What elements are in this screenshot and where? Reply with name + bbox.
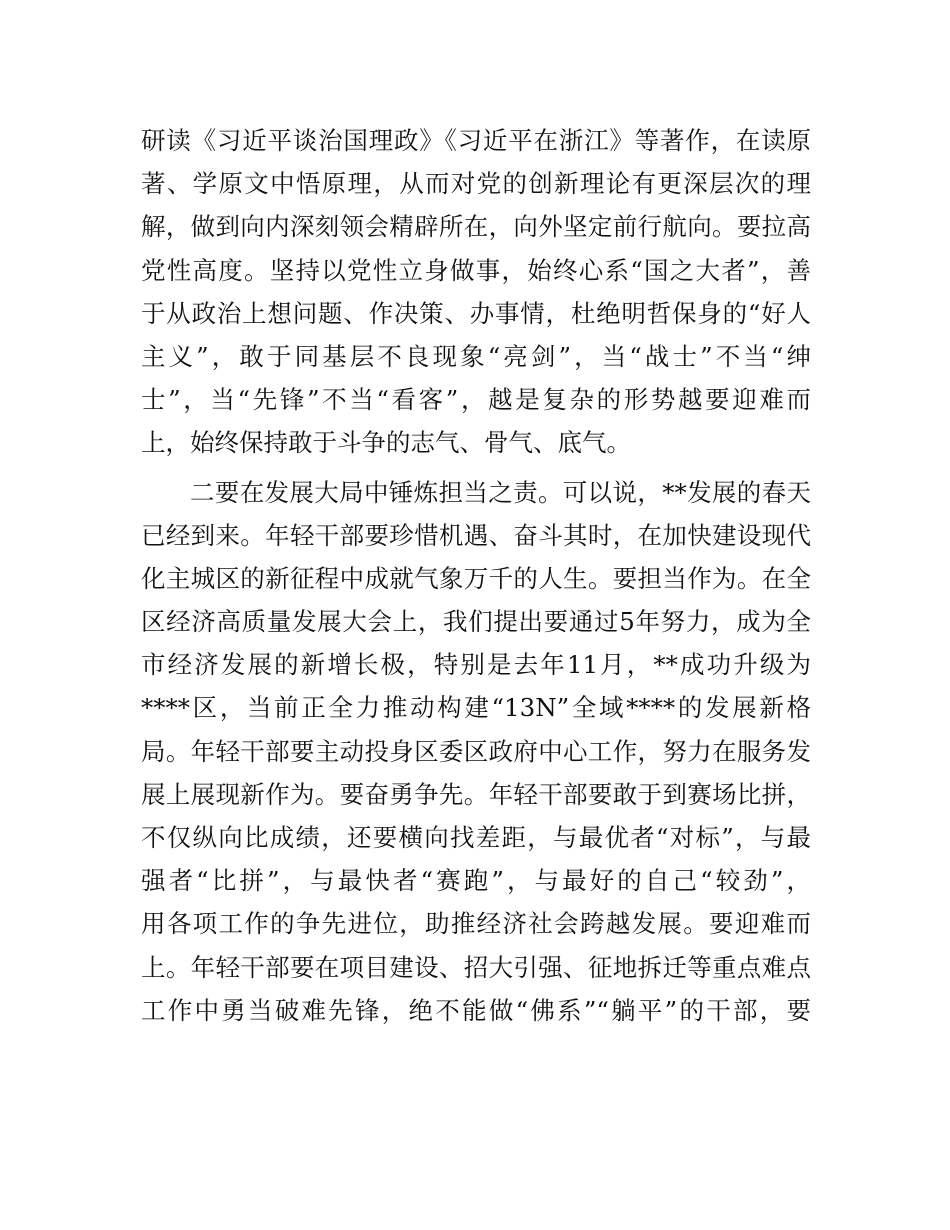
text-line: 上，始终保持敢于斗争的志气、骨气、底气。 [141,428,631,458]
text-line: 上。年轻干部要在项目建设、招大引强、征地拆迁等重点难点 [141,952,811,982]
text-line: 二要在发展大局中锤炼担当之责。可以说，**发展的春天 [190,477,811,507]
text-line: 党性高度。坚持以党性立身做事，始终心系“国之大者”，善 [141,255,811,285]
text-line: 士”，当“先锋”不当“看客”，越是复杂的形势越要迎难而 [141,385,811,415]
text-line: 工作中勇当破难先锋，绝不能做“佛系”“躺平”的干部，要 [141,995,811,1025]
text-line: 研读《习近平谈治国理政》《习近平在浙江》等著作，在读原 [141,126,811,155]
paragraph-1 [141,119,811,465]
document-body [141,119,811,1032]
text-line: ****区，当前正全力推动构建“13N”全域****的发展新格 [141,693,811,723]
text-line: 主义”，敢于同基层不良现象“亮剑”，当“战士”不当“绅 [141,341,811,371]
text-line: 解，做到向内深刻领会精辟所在，向外坚定前行航向。要拉高 [141,212,811,242]
text-line: 已经到来。年轻干部要珍惜机遇、奋斗其时，在加快建设现代 [141,520,811,550]
text-line: 市经济发展的新增长极，特别是去年11月，**成功升级为 [141,650,811,680]
text-line: 强者“比拼”，与最快者“赛跑”，与最好的自己“较劲”， [141,866,811,896]
paragraph-2 [141,471,811,1032]
text-line: 不仅纵向比成绩，还要横向找差距，与最优者“对标”，与最 [141,823,811,852]
text-line: 区经济高质量发展大会上，我们提出要通过5年努力，成为全 [141,607,811,637]
text-line: 化主城区的新征程中成就气象万千的人生。要担当作为。在全 [141,563,811,593]
text-line: 用各项工作的争先进位，助推经济社会跨越发展。要迎难而 [141,909,811,939]
text-line: 著、学原文中悟原理，从而对党的创新理论有更深层次的理 [141,169,811,199]
text-line: 于从政治上想问题、作决策、办事情，杜绝明哲保身的“好人 [141,298,811,328]
text-line: 展上展现新作为。要奋勇争先。年轻干部要敢于到赛场比拼， [141,779,811,809]
text-line: 局。年轻干部要主动投身区委区政府中心工作，努力在服务发 [141,736,811,766]
